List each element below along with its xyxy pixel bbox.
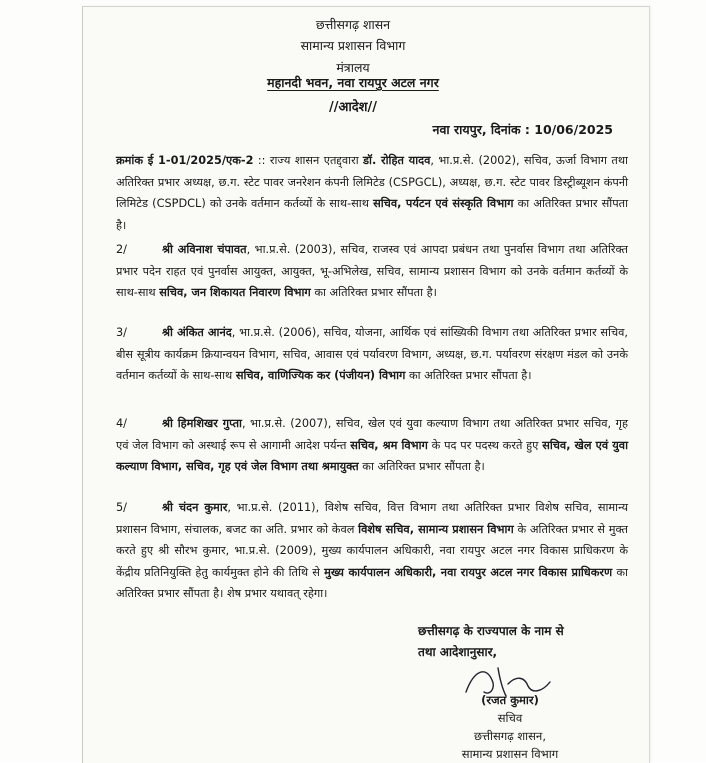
signature-block bbox=[430, 691, 590, 763]
order-paragraph-2: 2/ श्री अविनाश चंपावत, भा.प्र.से. (2003), सचिव, राजस्व एवं आपदा प्रबंधन तथा पुनर्वास विभाग तथा अतिरिक्त प्रभार पदेन राहत एवं पुनर्वास आयुक्त, आयुक्त, भू-अभिलेख, सचिव, सामान्य प्रशासन विभाग को उनके वर्तमान कर्तव्यों के साथ-साथ सचिव, जन शिकायत निवारण विभाग का अतिरिक्त प्रभार सौंपता है। bbox=[116, 239, 628, 304]
signatory-name: (रजत कुमार) bbox=[481, 693, 539, 707]
signatory-designation: सचिव bbox=[497, 711, 523, 725]
assigned-charge: सचिव, जन शिकायत निवारण विभाग bbox=[159, 286, 311, 300]
assigned-post: सचिव, श्रम विभाग bbox=[350, 438, 428, 452]
closing-statement bbox=[418, 621, 564, 663]
assigned-charge: सचिव, पर्यटन एवं संस्कृति विभाग bbox=[373, 197, 514, 211]
closing-line-2: तथा आदेशानुसार, bbox=[418, 645, 498, 659]
closing-line-1: छत्तीसगढ़ के राज्यपाल के नाम से bbox=[418, 624, 564, 638]
header-department: सामान्य प्रशासन विभाग bbox=[300, 38, 406, 53]
assigned-charge: सचिव, वाणिज्यिक कर (पंजीयन) विभाग bbox=[235, 369, 406, 383]
officer-name: श्री अंकित आनंद bbox=[162, 326, 232, 339]
signatory-org-1: छत्तीसगढ़ शासन, bbox=[474, 729, 546, 743]
officer-name: डॉ. रोहित यादव bbox=[363, 154, 431, 167]
order-title: //आदेश// bbox=[328, 100, 378, 115]
relieved-charge: विशेष सचिव, सामान्य प्रशासन विभाग bbox=[358, 522, 514, 536]
date-line: नवा रायपुर, दिनांक : 10/06/2025 bbox=[432, 122, 613, 137]
paragraph-number: 5/ bbox=[116, 501, 127, 514]
signatory-org-2: सामान्य प्रशासन विभाग bbox=[461, 747, 559, 761]
order-paragraph-3: 3/ श्री अंकित आनंद, भा.प्र.से. (2006), सचिव, योजना, आर्थिक एवं सांख्यिकी विभाग तथा अतिरिक्त प्रभार सचिव, बीस सूत्रीय कार्यक्रम क्रियान्वयन विभाग, सचिव, आवास एवं पर्यावरण विभाग, अध्यक्ष, छ.ग. पर्यावरण संरक्षण मंडल को उनके वर्तमान कर्तव्यों के साथ-साथ सचिव, वाणिज्यिक कर (पंजीयन) विभाग का अतिरिक्त प्रभार सौंपता है। bbox=[116, 322, 628, 387]
officer-name: श्री चंदन कुमार bbox=[162, 501, 228, 514]
officer-name: श्री अविनाश चंपावत bbox=[162, 243, 247, 256]
order-number: क्रमांक ई 1-01/2025/एक-2 bbox=[116, 154, 254, 167]
paragraph-number: 4/ bbox=[116, 417, 127, 430]
order-paragraph-5: 5/ श्री चंदन कुमार, भा.प्र.से. (2011), विशेष सचिव, वित्त विभाग तथा अतिरिक्त प्रभार विशेष सचिव, सामान्य प्रशासन विभाग, संचालक, बजट का अति. प्रभार को केवल विशेष सचिव, सामान्य प्रशासन विभाग के अतिरिक्त प्रभार से मुक्त करते हुए श्री सौरभ कुमार, भा.प्र.से. (2009), मुख्य कार्यपालन अधिकारी, नवा रायपुर अटल नगर विकास प्राधिकरण के केंद्रीय प्रतिनियुक्ति हेतु कार्यमुक्त होने की तिथि से मुख्य कार्यपालन अधिकारी, नवा रायपुर अटल नगर विकास प्राधिकरण का अतिरिक्त प्रभार सौंपता है। शेष प्रभार यथावत् रहेगा। bbox=[116, 497, 628, 605]
header-government: छत्तीसगढ़ शासन bbox=[315, 17, 391, 32]
officer-name: श्री हिमशिखर गुप्ता bbox=[162, 417, 242, 430]
paragraph-number: 2/ bbox=[116, 243, 127, 256]
assigned-charge: मुख्य कार्यपालन अधिकारी, नवा रायपुर अटल नगर विकास प्राधिकरण bbox=[324, 565, 613, 579]
header-address: महानदी भवन, नवा रायपुर अटल नगर bbox=[267, 75, 439, 90]
header-ministry: मंत्रालय bbox=[336, 60, 370, 75]
order-paragraph-4: 4/ श्री हिमशिखर गुप्ता, भा.प्र.से. (2007), सचिव, खेल एवं युवा कल्याण विभाग तथा अतिरिक्त प्रभार सचिव, गृह एवं जेल विभाग को अस्थाई रूप से आगामी आदेश पर्यन्त सचिव, श्रम विभाग के पद पर पदस्थ करते हुए सचिव, खेल एवं युवा कल्याण विभाग, सचिव, गृह एवं जेल विभाग तथा श्रमायुक्त का अतिरिक्त प्रभार सौंपता है। bbox=[116, 413, 628, 478]
order-paragraph-1: क्रमांक ई 1-01/2025/एक-2 :: राज्य शासन एतद्द्वारा डॉ. रोहित यादव, भा.प्र.से. (2002), सचिव, ऊर्जा विभाग तथा अतिरिक्त प्रभार अध्यक्ष, छ.ग. स्टेट पावर जनरेशन कंपनी लिमिटेड (CSPGCL), अध्यक्ष, छ.ग. स्टेट पावर डिस्ट्रीब्यूशन कंपनी लिमिटेड (CSPDCL) को उनके वर्तमान कर्तव्यों के साथ-साथ सचिव, पर्यटन एवं संस्कृति विभाग का अतिरिक्त प्रभार सौंपता है। bbox=[116, 154, 629, 232]
assigned-charge: सचिव, खेल एवं युवा कल्याण विभाग, सचिव, गृह एवं जेल विभाग तथा श्रमायुक्त bbox=[116, 438, 629, 474]
paragraph-number: 3/ bbox=[116, 326, 127, 339]
